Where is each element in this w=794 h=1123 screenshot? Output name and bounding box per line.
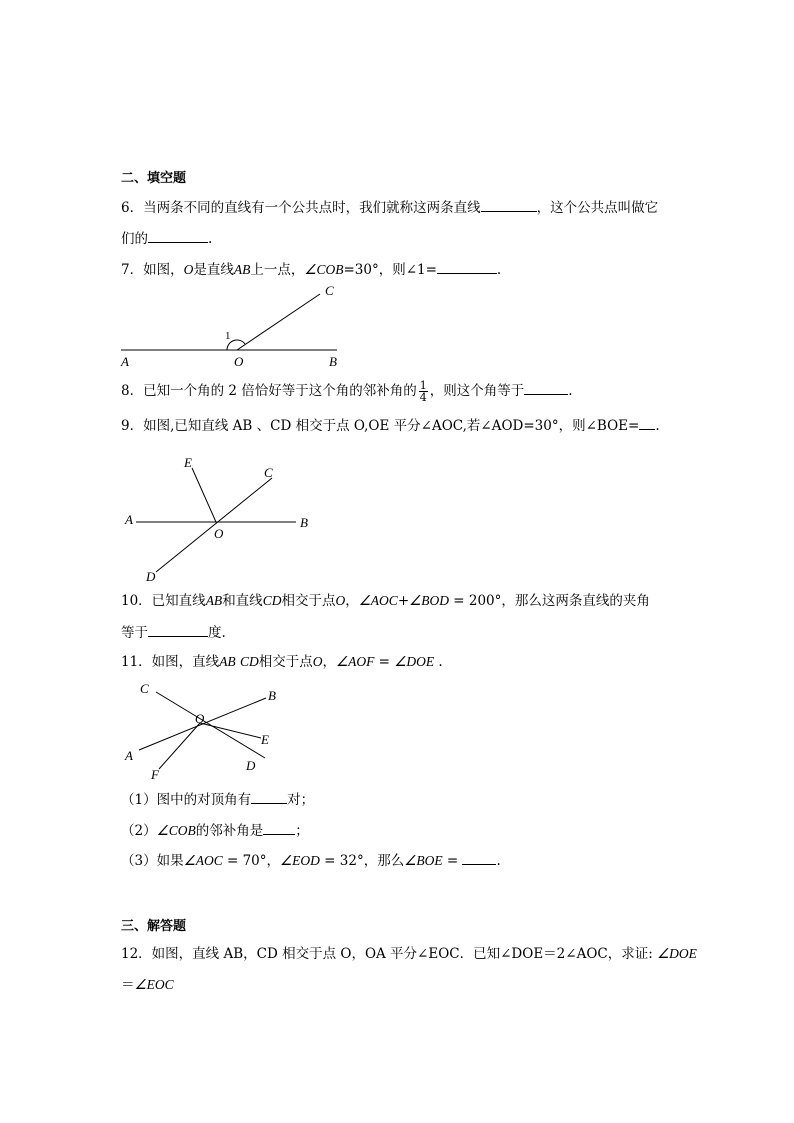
q7-text-b: 是直线 <box>193 262 234 278</box>
answer-blank[interactable] <box>462 851 496 865</box>
q11-p2-text-a: （2） <box>121 823 157 839</box>
q10-text-d: ， <box>345 593 359 609</box>
q10-text-g: 度. <box>208 625 226 641</box>
question-11 <box>121 653 443 671</box>
label-a: A <box>125 512 133 527</box>
ray-oc <box>237 294 320 350</box>
label-a: A <box>125 748 133 763</box>
label-o: O <box>195 711 205 726</box>
q10-angle-aoc: ∠AOC <box>358 593 398 608</box>
q6-text-c: 们的 <box>121 231 148 247</box>
label-angle-1: 1 <box>225 330 231 342</box>
answer-blank[interactable] <box>148 229 208 243</box>
q8-text-b: ，则这个角等于 <box>429 383 525 399</box>
answer-blank[interactable] <box>437 260 497 274</box>
ray-of <box>159 723 200 769</box>
q10-text-b: 和直线 <box>222 593 263 609</box>
question-9 <box>121 416 660 435</box>
answer-blank[interactable] <box>263 821 295 835</box>
q12-angle-doe: ∠DOE <box>657 946 697 961</box>
q10-plus: + <box>397 593 410 609</box>
label-d: D <box>146 569 156 584</box>
q11-p3-text-c: = 32°，那么 <box>319 853 405 869</box>
q11-p2-angle-cob: ∠COB <box>156 823 196 838</box>
question-8 <box>121 380 573 403</box>
answer-blank[interactable] <box>639 416 655 430</box>
q10-text-f: 等于 <box>121 625 148 641</box>
q11-p2-text-c: ； <box>295 823 309 839</box>
q11-p2-text-b: 的邻补角是 <box>195 823 264 839</box>
label-c: C <box>140 681 149 696</box>
q9-text-end: . <box>655 418 660 434</box>
fraction-numerator: 1 <box>419 379 427 392</box>
label-e: E <box>261 732 269 747</box>
q12-text-a: 12．如图，直线 AB，CD 相交于点 O，OA 平分∠EOC．已知∠DOE＝2∠AOC，求证: <box>121 946 658 962</box>
q11-text-e: . <box>434 654 443 670</box>
q7-angle-cob: ∠COB <box>304 262 344 277</box>
question-6-line-1 <box>121 198 658 217</box>
answer-blank[interactable] <box>524 381 568 395</box>
q8-text-c: . <box>568 383 573 399</box>
question-10-line-2 <box>121 623 226 642</box>
q11-equals: = <box>374 654 395 670</box>
label-f: F <box>151 767 159 782</box>
q11-text-d: ， <box>322 654 336 670</box>
label-b: B <box>329 354 337 369</box>
question-11-part-2 <box>121 821 309 840</box>
ray-oe <box>200 723 261 738</box>
section-heading-fill-blank: 二、填空题 <box>121 171 187 186</box>
answer-blank[interactable] <box>251 790 287 804</box>
q12-angle-eoc: ∠EOC <box>134 977 174 992</box>
q11-p3-equals: = <box>442 853 463 869</box>
q7-text-c: 上一点， <box>250 262 305 278</box>
question-12-line-2 <box>121 976 174 994</box>
answer-blank[interactable] <box>481 198 537 212</box>
q11-p3-angle-aoc: ∠AOC <box>183 853 223 868</box>
q12-equals: ＝ <box>121 977 135 993</box>
q7-point-o: O <box>183 262 194 277</box>
label-c: C <box>325 283 334 298</box>
q11-text-c: 相交于点 <box>258 654 313 670</box>
q10-point-o: O <box>335 593 346 608</box>
q7-text-a: 7．如图， <box>121 262 184 278</box>
q11-text-a: 11．如图，直线 <box>121 654 220 670</box>
q11-point-o: O <box>312 654 323 669</box>
q9-text: 9．如图,已知直线 AB 、CD 相交于点 O,OE 平分∠AOC,若∠AOD=30°，则∠BOE= <box>121 418 640 434</box>
q7-figure <box>115 282 345 372</box>
label-d: D <box>246 758 256 773</box>
q11-line-ab: AB <box>219 654 236 669</box>
q7-line-ab: AB <box>233 262 251 277</box>
fraction-denominator: 4 <box>419 391 427 404</box>
label-a: A <box>121 354 129 369</box>
label-b: B <box>300 515 308 530</box>
q10-line-ab: AB <box>205 593 223 608</box>
question-7 <box>121 260 501 279</box>
q7-text-e: . <box>496 262 502 278</box>
label-o: O <box>234 354 244 369</box>
q7-text-d: =30°，则∠1= <box>343 262 437 278</box>
q11-p3-text-a: （3）如果 <box>121 853 184 869</box>
question-6-line-2 <box>121 229 212 248</box>
question-12-line-1 <box>121 945 697 963</box>
q11-line-cd: CD <box>239 654 259 669</box>
q10-text-a: 10．已知直线 <box>121 593 206 609</box>
q6-text-a: 6．当两条不同的直线有一个公共点时，我们就称这两条直线 <box>121 200 481 216</box>
q11-p3-angle-eod: ∠EOD <box>280 853 320 868</box>
ray-oe <box>192 468 216 522</box>
label-e: E <box>184 455 192 470</box>
q10-line-cd: CD <box>262 593 282 608</box>
q10-text-e: = 200°，那么这两条直线的夹角 <box>448 593 650 609</box>
q11-angle-doe: ∠DOE <box>394 654 435 669</box>
q11-p1-text-b: 对； <box>287 792 315 808</box>
q6-text-b: ，这个公共点叫做它 <box>536 200 659 216</box>
q11-angle-aof: ∠AOF <box>336 654 375 669</box>
q8-text-a: 8．已知一个角的 2 倍恰好等于这个角的邻补角的 <box>121 383 417 399</box>
q11-figure <box>120 678 290 784</box>
q10-text-c: 相交于点 <box>281 593 336 609</box>
section-heading-answer: 三、解答题 <box>121 919 187 934</box>
q11-p3-text-e: . <box>496 853 501 869</box>
label-o: O <box>214 526 224 541</box>
q11-p1-text-a: （1）图中的对顶角有 <box>121 792 252 808</box>
q11-p3-angle-boe: ∠BOE <box>404 853 443 868</box>
q11-p3-text-b: = 70°， <box>222 853 281 869</box>
q9-figure <box>120 452 320 584</box>
question-10-line-1 <box>121 592 650 610</box>
line-cd <box>156 692 265 758</box>
q10-angle-bod: ∠BOD <box>409 593 449 608</box>
question-11-part-1 <box>121 790 314 809</box>
answer-blank[interactable] <box>148 623 208 637</box>
q6-text-d: . <box>208 231 213 247</box>
fraction-one-quarter <box>419 380 428 403</box>
line-cd <box>156 478 272 572</box>
question-11-part-3 <box>121 851 501 870</box>
label-c: C <box>264 465 273 480</box>
label-b: B <box>268 688 276 703</box>
